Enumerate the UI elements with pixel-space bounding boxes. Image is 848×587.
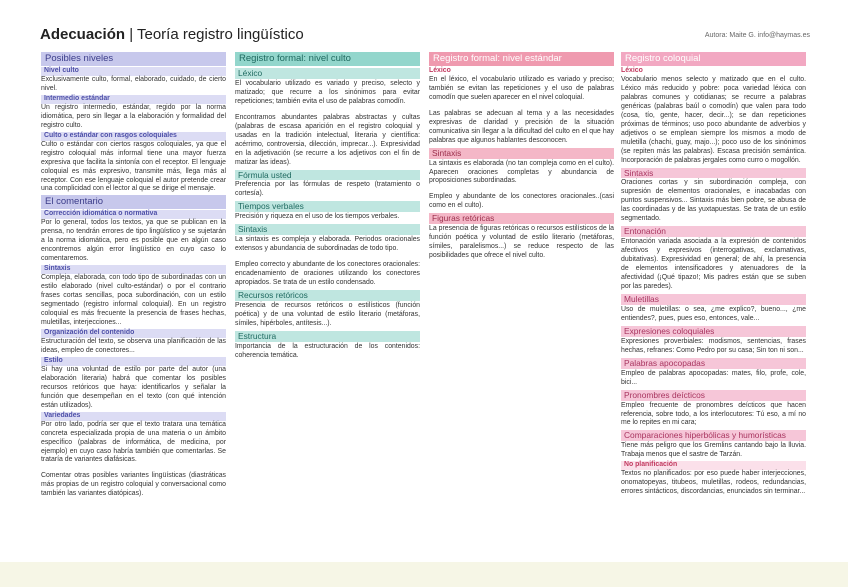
section-heading: Posibles niveles — [41, 52, 226, 66]
page-header — [40, 26, 810, 48]
section-heading: Registro coloquial — [621, 52, 806, 66]
section-heading: Figuras retóricas — [429, 213, 614, 224]
body-text: Uso de muletillas: o sea, ¿me explico?, bueno..., ¿me entiendes?, pues, pues eso, entonces, vale... — [621, 305, 806, 322]
body-text: Empleo correcto y abundante de los conectores oracionales: encadenamiento de oraciones utilizando los conectores apropiados. Se trata de un estilo condensado. — [235, 261, 420, 287]
body-text: Preferencia por las fórmulas de respeto (tratamiento o cortesía). — [235, 181, 420, 198]
section-heading: Palabras apocopadas — [621, 358, 806, 369]
body-text: Textos no planificados: por eso puede haber interjecciones, onomatopeyas, titubeos, muletillas, rodeos, redundancias, errores sintácticos, discordancias, enunciados sin terminar... — [621, 470, 806, 496]
section-heading: Culto o estándar con rasgos coloquiales — [41, 132, 226, 141]
section-heading: Corrección idiomática o normativa — [41, 210, 226, 219]
body-text: Entonación variada asociada a la expresión de contenidos afectivos y expresivos (interrogativas, exclamativas, dubitativas). Expresividad en general; de ahí, la presencia de elementos intensificadores y atenuadores de la afectividad (¡Qué tipazo!; Mis padres están que se suben por las paredes). — [621, 238, 806, 291]
body-text: Comentar otras posibles variantes lingüísticas (diastráticas más propias de un registro coloquial y conversacional como también las variantes diatópicas). — [41, 472, 226, 498]
section-heading: No planificación — [621, 461, 806, 470]
column-registro-culto — [235, 52, 420, 552]
body-text: Por lo general, todos los textos, ya que se publican en la prensa, no tendrán errores de tipo lingüístico y se sujetarán a la norma idiomática, pero es posible que en algún caso encontremos algún error lingüístico en cuyo caso lo comentaremos. — [41, 219, 226, 263]
column-registro-coloquial — [621, 52, 806, 552]
body-text: Presencia de recursos retóricos o estilísticos (función poética) y de una voluntad de estilo literario (metáforas, símiles, hipérboles, antítesis...). — [235, 301, 420, 327]
page-title-rest: | Teoría registro lingüístico — [125, 26, 304, 43]
section-heading: Sintaxis — [235, 224, 420, 235]
section-heading: Muletillas — [621, 294, 806, 305]
body-text: Importancia de la estructuración de los contenidos: coherencia temática. — [235, 342, 420, 359]
body-text: Expresiones proverbiales: modismos, sentencias, frases hechas, refranes: Como Pedro por su casa; Sin ton ni son... — [621, 337, 806, 354]
body-text: Exclusivamente culto, formal, elaborado, cuidado, de cierto nivel. — [41, 75, 226, 92]
column-registro-estandar — [429, 52, 614, 552]
body-text: La sintaxis es compleja y elaborada. Periodos oracionales extensos y abundancia de subordinadas de todo tipo. — [235, 236, 420, 253]
body-text: La sintaxis es elaborada (no tan compleja como en el culto). Aparecen oraciones completas y abundancia de proposiciones subordinadas. — [429, 159, 614, 185]
section-heading: Sintaxis — [621, 168, 806, 179]
body-text: La presencia de figuras retóricas o recursos estilísticos de la función poética y voluntad de estilo literario (metáforas, símiles, paralelismos...) se reduce respecto de las posibilidades que ofrece el nivel culto. — [429, 225, 614, 260]
section-heading: Sintaxis — [429, 148, 614, 159]
section-heading: El comentario — [41, 195, 226, 209]
section-heading: Pronombres deícticos — [621, 390, 806, 401]
body-text: Tiene más peligro que los Gremlins cantando bajo la lluvia. Trabaja menos que el sastre de Tarzán. — [621, 442, 806, 459]
page-footer-band — [0, 562, 848, 587]
body-text: El vocabulario utilizado es variado y preciso, selecto y matizado; que recurre a los sinónimos para evitar repeticiones; también evita el uso de palabras comodín. — [235, 79, 420, 105]
column-niveles-comentario — [41, 52, 226, 552]
section-heading: Organización del contenido — [41, 329, 226, 338]
section-heading: Sintaxis — [41, 265, 226, 274]
body-text: Un registro intermedio, estándar, regido por la norma idiomática, pero sin llegar a la elaboración y formalidad del registro culto. — [41, 103, 226, 129]
body-text: Oraciones cortas y sin subordinación compleja, con supresión de elementos oracionales, e inacabadas con puntos suspensivos... Sintaxis más bien pobre, se abusa de las coordinadas y de las yuxtapuestas. Se trata de un estilo segmentado. — [621, 179, 806, 223]
section-heading: Entonación — [621, 226, 806, 237]
body-text: Empleo y abundante de los conectores oracionales..(casi como en el culto). — [429, 193, 614, 210]
body-text: Culto o estándar con ciertos rasgos coloquiales, ya que el registro coloquial más informal tiene una mayor fuerza expresiva que facilita la sintonía con el receptor. El lenguaje coloquial es más expresivo, transmite más, llega más al receptor. Con ese lenguaje coloquial el autor pretende crear una complicidad con el lector al que se dirige el mensaje. — [41, 140, 226, 193]
section-heading: Tiempos verbales — [235, 201, 420, 212]
body-text: Compleja, elaborada, con todo tipo de subordinadas con un estilo elaborado (nivel culto-estándar) o por el contrario frases cortas sencillas, poca subordinación, con un estilo segmentado (registro informal coloquial). En un registro coloquial es más frecuente la presencia de frases hechas, muletillas, interjecciones... — [41, 274, 226, 326]
body-text: Empleo frecuente de pronombres deícticos que hacen referencia, sobre todo, a los interlocutores: Tú eso, a mí no me lo repites en mi cara; — [621, 401, 806, 427]
section-heading: Estructura — [235, 331, 420, 342]
body-text: Empleo de palabras apocopadas: mates, filo, profe, cole, bici... — [621, 369, 806, 386]
body-text: Si hay una voluntad de estilo por parte del autor (una elaboración literaria) habrá que comentar los posibles recursos retóricos que haya: identificarlos y señalar la función que desempeñan en el texto (con qué intención están utilizados). — [41, 365, 226, 409]
body-text: Por otro lado, podría ser que el texto tratara una temática concreta especializada propia de una materia o un ámbito específico (palabras de informática, de medicina, por ejemplo) en cuyo caso habría también que comentarlas. Se trataría de variantes diafásicas. — [41, 420, 226, 464]
section-heading: Nivel culto — [41, 67, 226, 76]
page-title-bold: Adecuación — [40, 26, 126, 43]
body-text: Estructuración del texto, se observa una planificación de las ideas, empleo de conectores... — [41, 337, 226, 354]
section-heading: Comparaciones hiperbólicas y humorísticas — [621, 430, 806, 441]
body-text: Vocabulario menos selecto y matizado que en el culto. Léxico más reducido y pobre: poca variedad léxica con palabras comunes y cotidianas; se recurre a palabras genéricas (palabras baúl o comodín) que valen para todo (cosa, tío, gente, hacer, decir...); se dan repeticiones próximas de términos; uso poco abundante de adverbios y adjetivos o se emplean siempre los mismos a modo de muletilla (chachi, guay, majo...); poco uso de los sinónimos (se repiten más las palabras). Escasa precisión semántica. Incorporación de palabras jergales como curro o mogollón. — [621, 75, 806, 164]
page-title — [40, 26, 304, 43]
body-text: Las palabras se adecuan al tema y a las necesidades expresivas de claridad y precisión de la situación comunicativa sin llegar a la dificultad del culto en el que hay palabras que algunos hablantes desconocen. — [429, 109, 614, 144]
section-heading: Estilo — [41, 357, 226, 366]
body-text: Encontramos abundantes palabras abstractas y cultas (palabras de escasa aparición en el registro coloquial y usadas en la tradición intelectual, literaria y científica: acérrimo, controversia, dilección, imprecar...). Expresividad en la adjetivación (se recurre a los adjetivos con el fin de matizar las ideas). — [235, 113, 420, 166]
section-heading: Léxico — [429, 66, 451, 74]
section-heading: Expresiones coloquiales — [621, 326, 806, 337]
section-heading: Intermedio estándar — [41, 95, 226, 104]
section-heading: Variedades — [41, 412, 226, 421]
section-heading: Fórmula usted — [235, 170, 420, 181]
author-credit: Autora: Maite G. info@haymas.es — [704, 32, 810, 39]
section-heading: Recursos retóricos — [235, 290, 420, 301]
body-text: En el léxico, el vocabulario utilizado es variado y preciso; también se evitan las repeticiones y el uso de palabras comodín que suelen aparecer en el nivel coloquial. — [429, 75, 614, 101]
section-heading: Léxico — [621, 66, 643, 74]
section-heading: Registro formal: nivel culto — [235, 52, 420, 66]
section-heading: Registro formal: nivel estándar — [429, 52, 614, 66]
section-heading: Léxico — [235, 68, 420, 79]
body-text: Precisión y riqueza en el uso de los tiempos verbales. — [235, 213, 400, 221]
